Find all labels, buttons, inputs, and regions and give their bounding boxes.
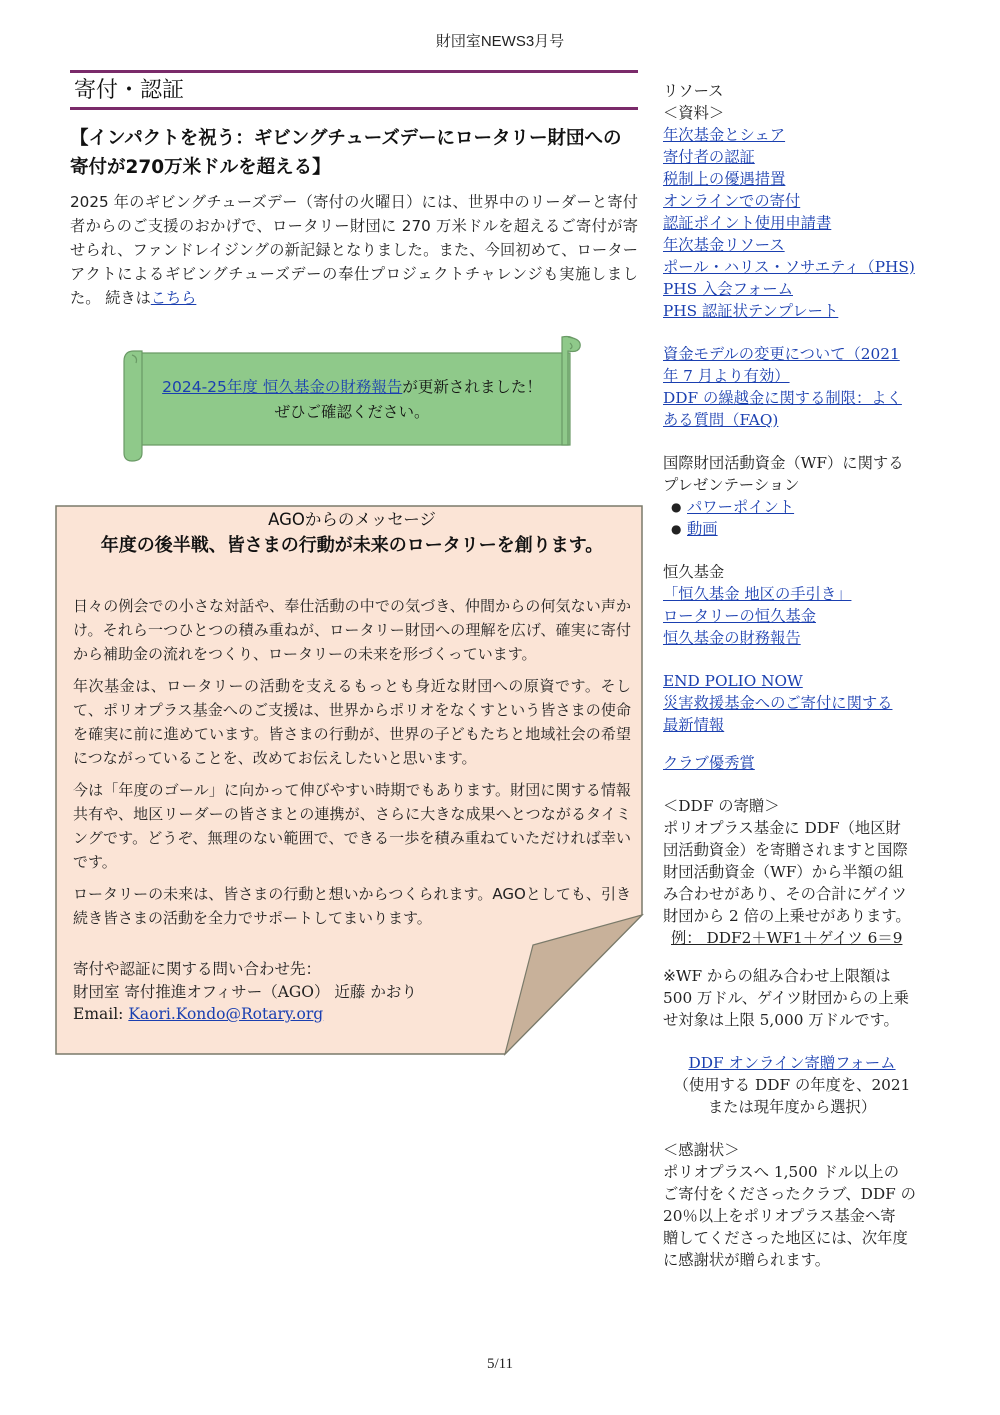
endowment-report-link[interactable]: 2024-25年度 恒久基金の財務報告 xyxy=(162,378,403,396)
contact-person: 財団室 寄付推進オフィサー（AGO） 近藤 かおり xyxy=(73,982,417,1001)
sidebar-link-annual-fund-resources[interactable]: 年次基金リソース xyxy=(663,236,785,254)
ddf-text: 団活動資金）を寄贈されますと国際 xyxy=(663,841,908,859)
sidebar-link-endowment[interactable]: ロータリーの恒久基金 xyxy=(663,607,816,625)
wf-video-link[interactable]: 動画 xyxy=(687,520,718,538)
announcement-scroll-banner xyxy=(120,333,584,465)
endowment-title: 恒久基金 xyxy=(663,563,725,581)
note-content xyxy=(73,505,631,1026)
article-heading-line: 寄付が270万米ドルを超える】 xyxy=(70,157,331,178)
materials-label: ＜資料＞ xyxy=(663,104,725,122)
scroll-line-1 xyxy=(120,375,584,400)
article-body-text: 2025 年のギビングチューズデー（寄付の火曜日）には、世界中のリーダーと寄付者からのご支援のおかげで、ロータリー財団に 270 万米ドルを超えるご寄付が寄せられ、ファンドレイジングの新記録となりました。また、今回初めて、ローターアクトによるギビングチューズデーの奉仕プロジェクトチャレンジも実施しました。 続きは xyxy=(70,193,638,307)
sidebar-link-phs-template[interactable]: PHS 認証状テンプレート xyxy=(663,302,839,320)
article-heading xyxy=(70,124,638,182)
list-item xyxy=(671,518,921,540)
note-subtitle: 年度の後半戦、皆さまの行動が未来のロータリーを創ります。 xyxy=(100,535,604,556)
wf-limit-text: 500 万ドル、ゲイツ財団からの上乗 xyxy=(663,989,909,1007)
wf-limit-text: ※WF からの組み合わせ上限額は xyxy=(663,967,891,985)
note-title: AGOからのメッセージ xyxy=(268,510,436,529)
ddf-form-note: または現年度から選択） xyxy=(707,1098,877,1116)
sidebar-link-phs[interactable]: ポール・ハリス・ソサエティ（PHS) xyxy=(663,258,915,276)
wf-heading: プレゼンテーション xyxy=(663,476,800,494)
thanks-text: 贈してくださった地区には、次年度 xyxy=(663,1229,908,1247)
scroll-line-1-tail: が更新されました！ xyxy=(402,378,542,396)
sidebar-link-ddf-faq[interactable]: DDF の繰越金に関する制限：よく xyxy=(663,389,902,407)
list-item xyxy=(671,496,921,518)
sidebar-link-end-polio[interactable]: END POLIO NOW xyxy=(663,672,803,690)
contact-block xyxy=(73,958,631,1026)
read-more-link[interactable]: こちら xyxy=(150,289,197,307)
thanks-text: に感謝状が贈られます。 xyxy=(663,1251,831,1269)
wf-powerpoint-link[interactable]: パワーポイント xyxy=(687,498,795,516)
sidebar-link-funding-model[interactable]: 年 7 月より有効） xyxy=(663,367,790,385)
sidebar-link-endowment-guide[interactable]: 「恒久基金 地区の手引き」 xyxy=(663,585,852,603)
resources-sidebar xyxy=(663,80,921,1271)
spacer xyxy=(663,649,921,670)
spacer xyxy=(663,949,921,965)
article-body xyxy=(70,190,638,310)
page-number: 5/11 xyxy=(486,1356,514,1372)
thanks-text: ポリオプラスへ 1,500 ドル以上の xyxy=(663,1163,900,1181)
main-column xyxy=(70,70,638,310)
sidebar-link-endowment-report[interactable]: 恒久基金の財務報告 xyxy=(663,629,801,647)
note-paragraph: ロータリーの未来は、皆さまの行動と想いからつくられます。AGOとしても、引き続き皆さまの活動を全力でサポートしてまいります。 xyxy=(73,885,631,927)
resources-title: リソース xyxy=(663,82,724,100)
wf-list xyxy=(663,496,921,540)
section-title: 寄付・認証 xyxy=(70,70,638,110)
sidebar-link-points-form[interactable]: 認証ポイント使用申請書 xyxy=(663,214,832,232)
spacer xyxy=(663,322,921,343)
wf-limit-text: せ対象は上限 5,000 万ドルです。 xyxy=(663,1011,899,1029)
spacer xyxy=(663,736,921,752)
email-link[interactable]: Kaori.Kondo@Rotary.org xyxy=(128,1005,324,1023)
ddf-text: 財団から 2 倍の上乗せがあります。 xyxy=(663,907,911,925)
sidebar-link-donor-recognition[interactable]: 寄付者の認証 xyxy=(663,148,755,166)
contact-label: 寄付や認証に関する問い合わせ先： xyxy=(73,960,322,978)
ddf-text: 財団活動資金（WF）から半額の組 xyxy=(663,863,904,881)
thanks-text: 20％以上をポリオプラス基金へ寄 xyxy=(663,1207,896,1225)
ddf-form-note: （使用する DDF の年度を、2021 xyxy=(673,1076,911,1094)
sidebar-link-tax-benefits[interactable]: 税制上の優遇措置 xyxy=(663,170,786,188)
ddf-text: ポリオプラス基金に DDF（地区財 xyxy=(663,819,901,837)
sidebar-link-funding-model[interactable]: 資金モデルの変更について（2021 xyxy=(663,345,900,363)
sidebar-link-online-giving[interactable]: オンラインでの寄付 xyxy=(663,192,801,210)
article-heading-line: 【インパクトを祝う：ギビングチューズデーにロータリー財団への xyxy=(70,128,622,149)
ago-message-note xyxy=(55,505,645,1057)
email-label: Email: xyxy=(73,1005,129,1023)
spacer xyxy=(663,1118,921,1139)
spacer xyxy=(663,431,921,452)
spacer xyxy=(663,1031,921,1052)
sidebar-link-ddf-faq[interactable]: ある質問（FAQ) xyxy=(663,411,779,429)
sidebar-link-phs-form[interactable]: PHS 入会フォーム xyxy=(663,280,793,298)
thanks-title: ＜感謝状＞ xyxy=(663,1141,740,1159)
sidebar-link-disaster-relief[interactable]: 最新情報 xyxy=(663,716,725,734)
wf-heading: 国際財団活動資金（WF）に関する xyxy=(663,454,904,472)
sidebar-link-disaster-relief[interactable]: 災害救援基金へのご寄付に関する xyxy=(663,694,893,712)
thanks-text: ご寄付をくださったクラブ、DDF の xyxy=(663,1185,916,1203)
bullet-icon: ● xyxy=(671,522,682,536)
scroll-line-2: ぜひご確認ください。 xyxy=(274,403,430,421)
ddf-form-block xyxy=(663,1052,921,1118)
ddf-title: ＜DDF の寄贈＞ xyxy=(663,797,780,815)
sidebar-link-annual-fund[interactable]: 年次基金とシェア xyxy=(663,126,786,144)
page-header: 財団室NEWS3月号 xyxy=(435,33,565,50)
spacer xyxy=(663,540,921,561)
spacer xyxy=(663,774,921,795)
ddf-example: 例： DDF2＋WF1＋ゲイツ 6＝9 xyxy=(671,929,903,947)
bullet-icon: ● xyxy=(671,500,682,514)
ddf-text: み合わせがあり、その合計にゲイツ xyxy=(663,885,907,903)
note-paragraph: 今は「年度のゴール」に向かって伸びやすい時期でもあります。財団に関する情報共有や、地区リーダーの皆さまとの連携が、さらに大きな成果へとつながるタイミングです。どうぞ、無理のない範囲で、できる一歩を積み重ねていただければ幸いです。 xyxy=(73,781,631,871)
contact-email-row xyxy=(73,1003,631,1026)
note-paragraph: 日々の例会での小さな対話や、奉仕活動の中での気づき、仲間からの何気ない声かけ。それら一つひとつの積み重ねが、ロータリー財団への理解を広げ、確実に寄付から補助金の流れをつくり、ロータリーの未来を形づくっています。 xyxy=(73,597,631,663)
ddf-online-form-link[interactable]: DDF オンライン寄贈フォーム xyxy=(688,1054,896,1072)
sidebar-link-club-award[interactable]: クラブ優秀賞 xyxy=(663,754,755,772)
note-paragraph: 年次基金は、ロータリーの活動を支えるもっとも身近な財団への原資です。そして、ポリオプラス基金へのご支援は、世界からポリオをなくすという皆さまの使命を確実に前に進めています。皆さまの行動が、世界の子どもたちと地域社会の希望につながっていることを、改めてお伝えしたいと思います。 xyxy=(73,677,631,767)
scroll-text xyxy=(120,375,584,425)
